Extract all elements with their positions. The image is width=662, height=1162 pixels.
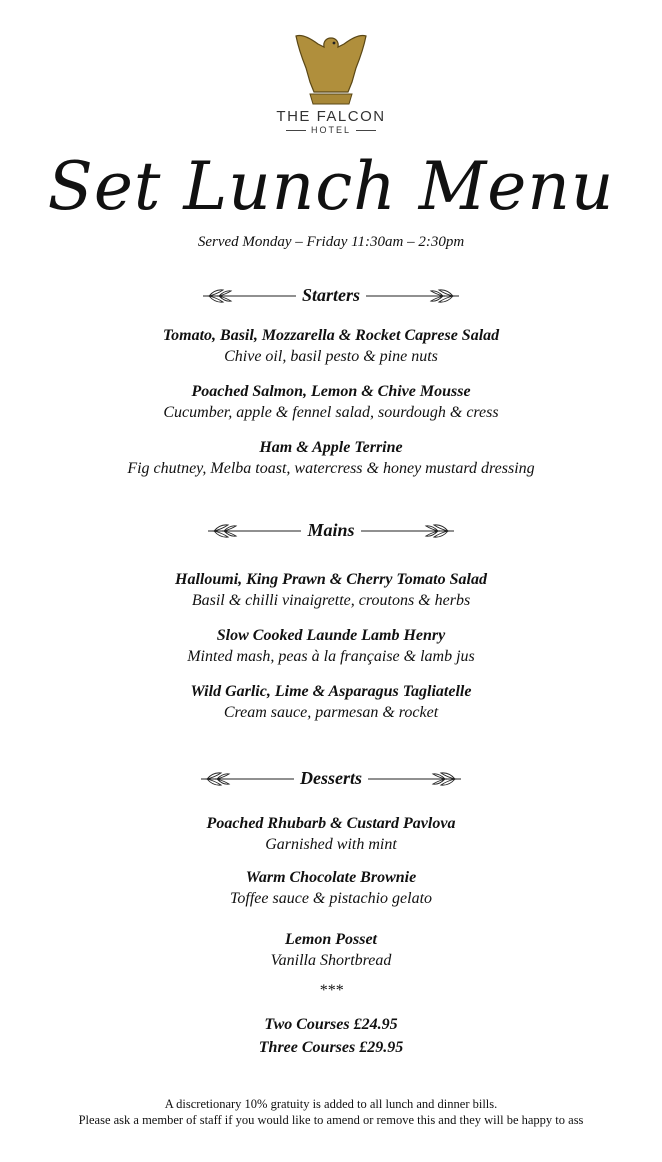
dish-description: Basil & chilli vinaigrette, croutons & herbs <box>191 592 471 609</box>
section-title: Mains <box>307 520 355 541</box>
price-two-courses: Two Courses £24.95 <box>264 1016 398 1033</box>
leaf-ornament-icon <box>206 523 301 539</box>
leaf-ornament-icon <box>368 771 463 787</box>
section-header-starters <box>0 284 662 306</box>
dish-name: Warm Chocolate Brownie <box>245 869 417 886</box>
dish-name: Poached Salmon, Lemon & Chive Mousse <box>191 383 471 400</box>
dish-name: Halloumi, King Prawn & Cherry Tomato Salad <box>175 571 487 588</box>
dish-name: Wild Garlic, Lime & Asparagus Tagliatelle <box>190 683 472 700</box>
dish-description: Minted mash, peas à la française & lamb jus <box>187 648 475 665</box>
price-three-courses: Three Courses £29.95 <box>258 1039 404 1056</box>
leaf-ornament-icon <box>366 288 461 304</box>
hotel-name: THE FALCON <box>276 108 386 125</box>
hotel-subtitle: HOTEL <box>0 125 662 135</box>
dish-name: Tomato, Basil, Mozzarella & Rocket Caprese Salad <box>162 327 500 344</box>
dish-description: Chive oil, basil pesto & pine nuts <box>224 348 438 365</box>
leaf-ornament-icon <box>201 288 296 304</box>
dish-name: Lemon Posset <box>285 931 377 948</box>
dish-description: Cream sauce, parmesan & rocket <box>223 704 439 721</box>
dish-description: Vanilla Shortbread <box>270 952 392 969</box>
leaf-ornament-icon <box>361 523 456 539</box>
dish-description: Fig chutney, Melba toast, watercress & honey mustard dressing <box>127 460 535 477</box>
section-title: Starters <box>301 285 361 306</box>
dish-description: Toffee sauce & pistachio gelato <box>229 890 433 907</box>
dish-name: Ham & Apple Terrine <box>259 439 403 456</box>
separator: *** <box>319 982 343 999</box>
dish-description: Cucumber, apple & fennel salad, sourdough & cress <box>163 404 499 421</box>
section-header-mains <box>0 519 662 541</box>
section-header-desserts <box>0 767 662 789</box>
menu-title: Set Lunch Menu <box>47 148 615 225</box>
gratuity-note: A discretionary 10% gratuity is added to all lunch and dinner bills. <box>164 1097 498 1111</box>
served-times: Served Monday – Friday 11:30am – 2:30pm <box>197 234 465 250</box>
leaf-ornament-icon <box>199 771 294 787</box>
section-title: Desserts <box>300 768 362 789</box>
gratuity-note-2: Please ask a member of staff if you would like to amend or remove this and they will be happy to ass <box>78 1113 584 1127</box>
dish-name: Slow Cooked Launde Lamb Henry <box>216 627 446 644</box>
falcon-logo-icon <box>290 30 372 112</box>
dish-description: Garnished with mint <box>265 836 397 853</box>
dish-name: Poached Rhubarb & Custard Pavlova <box>206 815 456 832</box>
